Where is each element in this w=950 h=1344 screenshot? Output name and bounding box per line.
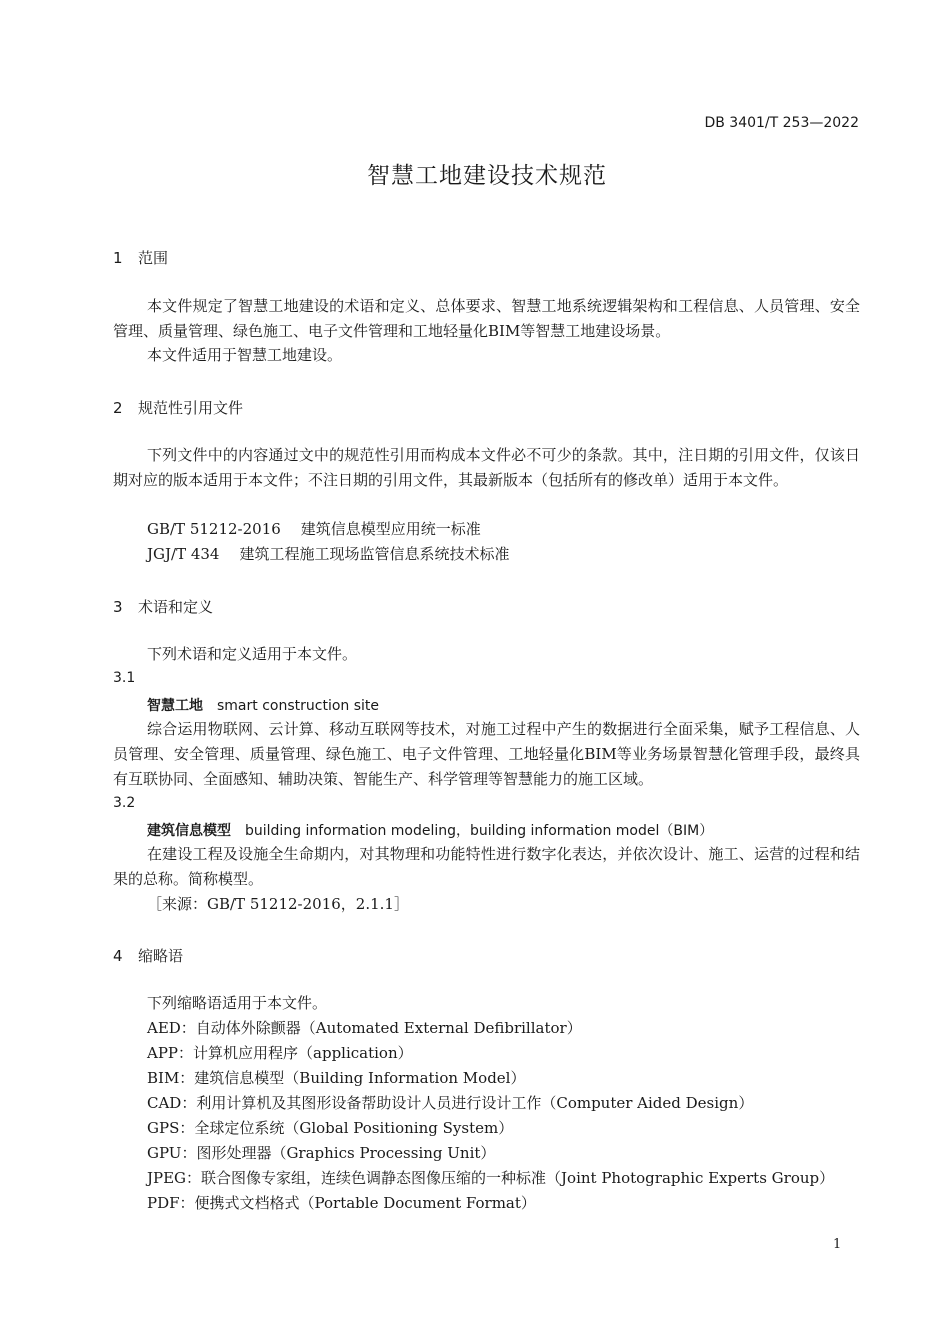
section-heading-normative-references bbox=[113, 397, 243, 418]
abbreviation-item: PDF：便携式文档格式（Portable Document Format） bbox=[147, 1194, 536, 1212]
abbreviation-item: APP：计算机应用程序（application） bbox=[147, 1044, 413, 1062]
section-number: 2 bbox=[113, 399, 123, 417]
scope-paragraph: 本文件规定了智慧工地建设的术语和定义、总体要求、智慧工地系统逻辑架构和工程信息、人员管理、安全管理、质量管理、绿色施工、电子文件管理和工地轻量化BIM等智慧工地建设场景。 bbox=[113, 297, 860, 340]
document-title: 智慧工地建设技术规范 bbox=[367, 163, 607, 189]
scope-applicability: 本文件适用于智慧工地建设。 bbox=[147, 346, 343, 364]
section-number: 1 bbox=[113, 249, 123, 267]
term-source: ［来源：GB/T 51212-2016，2.1.1］ bbox=[147, 895, 409, 913]
term-name-zh: 建筑信息模型 bbox=[147, 823, 231, 839]
section-heading-abbreviations bbox=[113, 945, 183, 966]
reference-code: GB/T 51212-2016 bbox=[147, 520, 281, 538]
term-name-en: building information modeling，building information model（BIM） bbox=[245, 823, 714, 839]
abbreviation-item: GPS：全球定位系统（Global Positioning System） bbox=[147, 1119, 514, 1137]
reference-item bbox=[147, 518, 481, 539]
term-heading bbox=[147, 820, 713, 840]
abbreviation-item: BIM：建筑信息模型（Building Information Model） bbox=[147, 1069, 526, 1087]
section-title: 术语和定义 bbox=[138, 598, 214, 616]
normative-references-paragraph: 下列文件中的内容通过文中的规范性引用而构成本文件必不可少的条款。其中，注日期的引用文件，仅该日期对应的版本适用于本文件；不注日期的引用文件，其最新版本（包括所有的修改单）适用于本文件。 bbox=[113, 446, 860, 489]
standard-code: DB 3401/T 253—2022 bbox=[704, 115, 859, 131]
abbreviation-item: GPU：图形处理器（Graphics Processing Unit） bbox=[147, 1144, 496, 1162]
section-number: 3 bbox=[113, 598, 123, 616]
section-heading-scope bbox=[113, 247, 168, 268]
term-definition: 在建设工程及设施全生命期内，对其物理和功能特性进行数字化表达，并依次设计、施工、运营的过程和结果的总称。简称模型。 bbox=[113, 845, 860, 888]
terms-intro: 下列术语和定义适用于本文件。 bbox=[147, 645, 358, 663]
term-name-en: smart construction site bbox=[217, 698, 380, 714]
term-number: 3.2 bbox=[113, 795, 136, 811]
reference-code: JGJ/T 434 bbox=[147, 545, 220, 563]
abbreviation-item: AED：自动体外除颤器（Automated External Defibrillator） bbox=[147, 1019, 582, 1037]
term-heading bbox=[147, 695, 379, 715]
reference-title: 建筑信息模型应用统一标准 bbox=[300, 520, 481, 538]
abbreviation-item: JPEG：联合图像专家组，连续色调静态图像压缩的一种标准（Joint Photographic Experts Group） bbox=[147, 1169, 835, 1187]
page-number: 1 bbox=[833, 1237, 842, 1252]
section-heading-terms bbox=[113, 596, 213, 617]
term-number: 3.1 bbox=[113, 670, 136, 686]
reference-item bbox=[147, 543, 509, 564]
abbreviation-item: CAD：利用计算机及其图形设备帮助设计人员进行设计工作（Computer Aided Design） bbox=[147, 1094, 754, 1112]
section-title: 规范性引用文件 bbox=[138, 399, 244, 417]
section-title: 范围 bbox=[138, 249, 169, 267]
reference-title: 建筑工程施工现场监管信息系统技术标准 bbox=[239, 545, 510, 563]
section-number: 4 bbox=[113, 947, 123, 965]
term-definition: 综合运用物联网、云计算、移动互联网等技术，对施工过程中产生的数据进行全面采集，赋予工程信息、人员管理、安全管理、质量管理、绿色施工、电子文件管理、工地轻量化BIM等业务场景智慧化管理手段，最终具有互联协同、全面感知、辅助决策、智能生产、科学管理等智慧能力的施工区域。 bbox=[113, 720, 860, 788]
term-name-zh: 智慧工地 bbox=[147, 698, 203, 714]
abbreviations-intro: 下列缩略语适用于本文件。 bbox=[147, 994, 328, 1012]
section-title: 缩略语 bbox=[138, 947, 184, 965]
